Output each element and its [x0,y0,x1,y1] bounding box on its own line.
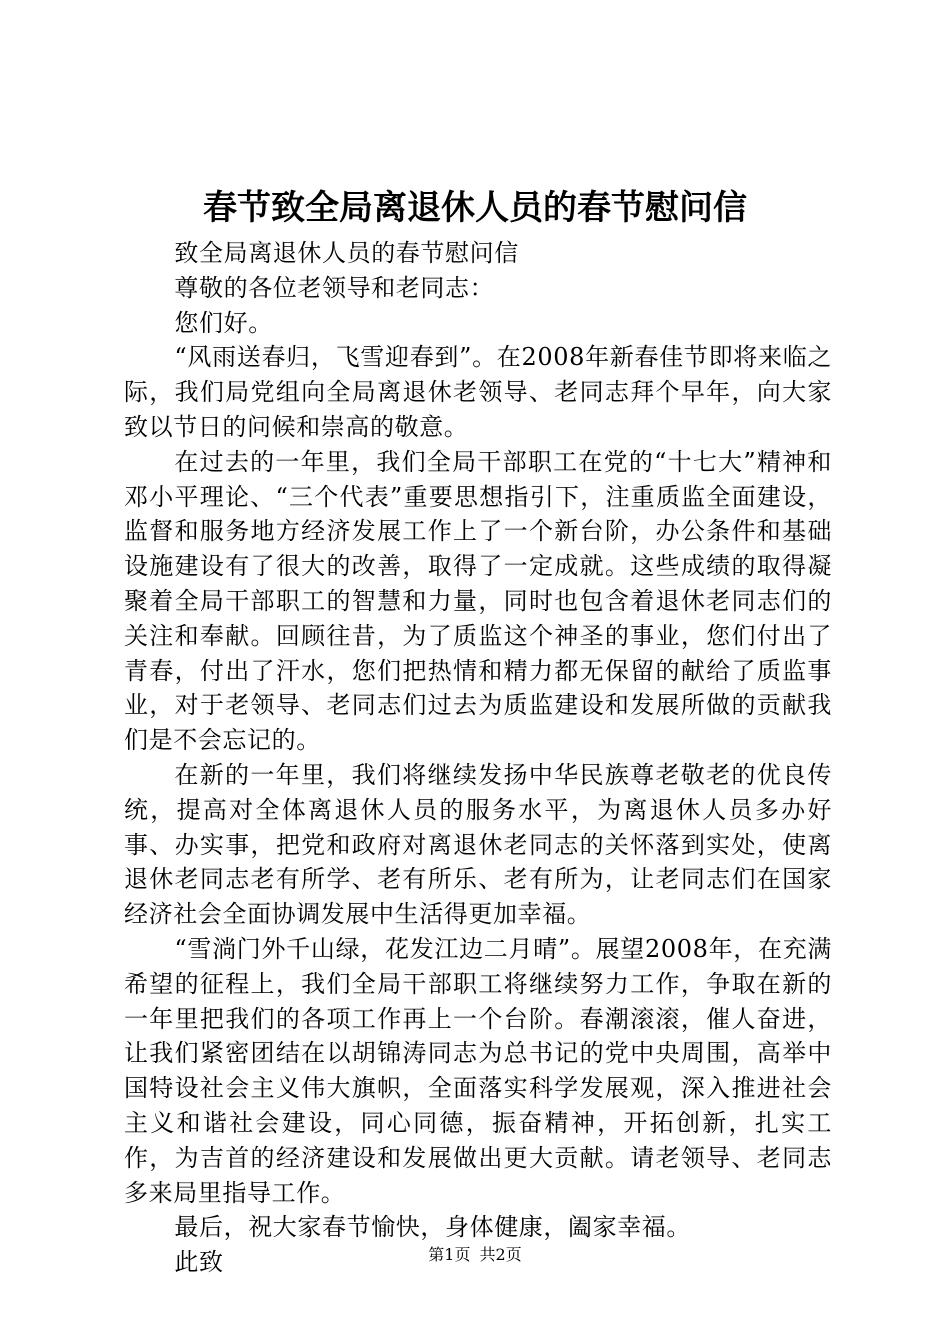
paragraph-salutation: 尊敬的各位老领导和老同志： [174,273,495,302]
document-body [124,236,832,1280]
paragraph-subtitle: 致全局离退休人员的春节慰问信 [174,239,519,267]
paragraph-closing: 此致 [174,1248,224,1277]
paragraph-new-year-plans: 在新的一年里，我们将继续发扬中华民族尊老敬老的优良传统，提高对全体离退休人员的服务水平，为离退休人员多办好事、办实事，把党和政府对离退休老同志的关怀落到实处，使离退休老同志老有所学、老有所乐、老有所为，让老同志们在国家经济社会全面协调发展中生活得更加幸福。 [124,760,832,929]
paragraph-past-year: 在过去的一年里，我们全局干部职工在党的“十七大”精神和邓小平理论、“三个代表”重要思想指引下，注重质监全面建设，监督和服务地方经济发展工作上了一个新台阶，办公条件和基础设施建设有了很大的改善，取得了一定成就。这些成绩的取得凝聚着全局干部职工的智慧和力量，同时也包含着退休老同志们的关注和奉献。回顾往昔，为了质监这个神圣的事业，您们付出了青春，付出了汗水，您们把热情和精力都无保留的献给了质监事业，对于老领导、老同志们过去为质监建设和发展所做的贡献我们是不会忘记的。 [124,447,832,755]
page-total: 共2页 [479,1245,522,1264]
paragraph-outlook: “雪淌门外千山绿，花发江边二月晴”。展望2008年，在充满希望的征程上，我们全局干部职工将继续努力工作，争取在新的一年里把我们的各项工作再上一个台阶。春潮滚滚，催人奋进，让我们紧密团结在以胡锦涛同志为总书记的党中央周围，高举中国特设社会主义伟大旗帜，全面落实科学发展观，深入推进社会主义和谐社会建设，同心同德，振奋精神，开拓创新，扎实工作，为吉首的经济建设和发展做出更大贡献。请老领导、老同志多来局里指导工作。 [124,934,832,1207]
paragraph-greeting: 您们好。 [174,308,273,337]
paragraph-wishes: 最后，祝大家春节愉快，身体健康，阖家幸福。 [174,1213,691,1242]
paragraph-new-year: “风雨送春归，飞雪迎春到”。在2008年新春佳节即将来临之际，我们局党组向全局离退休老领导、老同志拜个早年，向大家致以节日的问候和崇高的敬意。 [124,343,832,441]
document-title: 春节致全局离退休人员的春节慰问信 [203,188,747,228]
page-number: 第1页 [428,1245,471,1264]
page-footer [0,1244,950,1266]
